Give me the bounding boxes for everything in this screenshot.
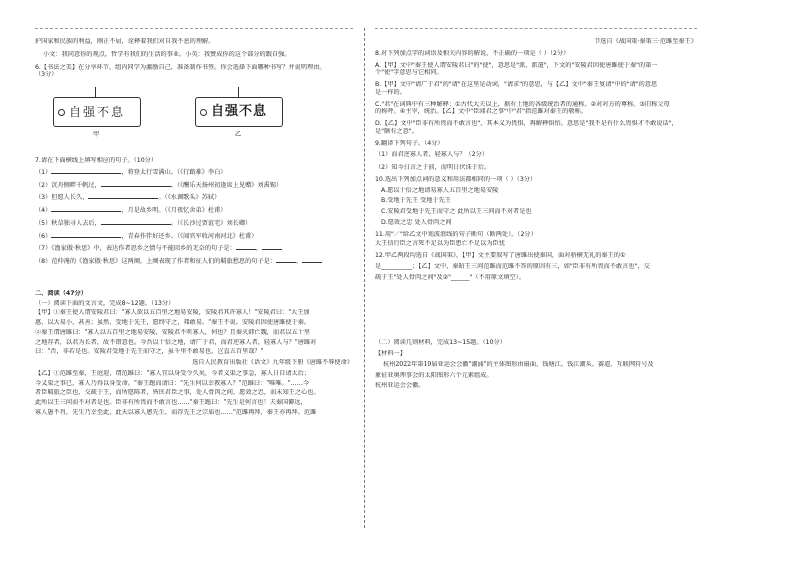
passage-yi-line: 此所以王三问而不对者是也。臣非有所畏而不敢言也……"秦王跽曰："先生是何言也！夫秦国僻远， (35, 399, 307, 406)
q11-sentence[interactable]: 大王信行臣之言死不足以为臣患亡不足以为臣忧 (375, 240, 505, 248)
question-8: 8.对下列加点字的词语及相关内容的解说，不正确的一项是（ ）（2分） (375, 49, 570, 57)
intro-line-2: 小文：我同意你的观点，哲学有我们的生活的事业。小英：我赞成你的这个部分的跟自强。 (43, 50, 291, 58)
material-1-line: 杭州2022年第19届亚运会会徽"潮涌"的主体图形由扇面、钱塘江、钱江潮头、赛道、互联网符号及 (383, 360, 654, 368)
q10-option: D.愿效之忠 处人骨肉之间 (381, 218, 452, 226)
section-2-2-heading: （二）阅读几则材料，完成13~15题。（10分） (375, 339, 506, 347)
q8-option: 的称呼。④主宰，统治。【乙】文中"臣闻君之事"中"君"指范雎对秦王的敬称。 (375, 108, 587, 116)
passage-yi-line: 【乙】①范雎至秦，王庭迎，谓范雎曰："寡人宜以身受令久矣，今者义渠之事急，寡人日自请太后； (35, 369, 311, 377)
q7-item-6: （6） ，青春作伴好还乡。（《闻官军收河南河北》杜甫） (35, 232, 258, 240)
question-7: 7.请在下面横线上填写相应的句子。（10分） (35, 157, 158, 164)
answer-blank[interactable] (276, 257, 296, 263)
bookmark-b-hole (200, 109, 207, 116)
left-top-rule (35, 28, 353, 29)
passage-jia-source: 选自人民教育出版社《语文》九年级下册《唐雎不辱使命》 (192, 359, 353, 366)
answer-blank[interactable] (302, 257, 322, 263)
question-6-points: （3分） (35, 71, 58, 79)
passage-yi-line: 者臣羁旅之臣也，交疏于王，而所愿陈者，皆匡君臣之事，处人骨肉之间，愿效之忠，而未知王之心也。 (35, 389, 320, 397)
answer-blank[interactable] (236, 244, 256, 250)
q7-item-8: （8）范仲淹的《渔家傲·秋思》这两阕，上阕表现了作者和征人们的羁旅愁思的句子是： ， (35, 257, 353, 266)
answer-blank[interactable] (51, 232, 121, 238)
q12-line: 是__________；【乙】文中，秦昭王三问范雎而范雎不答的原因有三，如"臣非有所畏而不敢言也"，交 (375, 262, 650, 270)
right-column (375, 38, 697, 390)
question-10: 10.选出下列加点词的意义和用法都相同的一项（ ）（3分） (375, 175, 537, 183)
bookmark-b-label: 乙 (235, 131, 242, 138)
q9-item: （1）而君逆寡人者，轻寡人与？（2分） (375, 151, 489, 159)
q8-option: D.【乙】文中"臣非有所畏而不敢言也"，其本义为畏惧，再解释惧怕。意思是"我不是有什么畏惧才不敢说话"， (375, 120, 678, 127)
question-9: 9.翻译下列句子。（4分） (375, 139, 444, 147)
q12-line: 疏于王"处人骨肉之间"及②"______"（不用原文填空）。 (375, 273, 525, 281)
bookmark-a-hole (58, 109, 65, 116)
answer-blank[interactable] (262, 244, 282, 250)
bookmark-a (53, 97, 141, 127)
passage-jia-line: 之地存者，以君为长者，故不错意也。今吾以十倍之地，请广于君，而君逆寡人者，轻寡人与？"唐雎对 (35, 338, 317, 346)
passage-yi-line: 寡人愚不肖，先生乃幸至此，此天以寡人慁先生，而存先王之宗庙也……"范雎再拜，秦王亦再拜。范雎 (35, 408, 317, 416)
bookmark-b (195, 97, 283, 127)
bookmark-figure (35, 83, 353, 155)
q7-item-4: （4） ，月是故乡明。（《月夜忆舍弟》杜甫） (35, 207, 227, 214)
bookmark-a-label: 甲 (93, 131, 100, 138)
passage-jia-line: 【甲】①秦王使人谓安陵君曰："寡人欲以五百里之地易安陵，安陵君其许寡人！"安陵君曰："大王加 (35, 309, 310, 317)
answer-blank[interactable] (101, 219, 171, 225)
passage-yi-source: 节选自《战国策·秦策三·范雎至秦王》 (594, 38, 697, 45)
question-11: 11.用"／"给乙文中划波浪线的句子断句（断两处）。（2分） (375, 230, 537, 238)
answer-blank[interactable] (101, 181, 171, 187)
right-top-rule (375, 28, 697, 29)
q8-option: 是"颇有之意"。 (375, 127, 418, 135)
section-2-1-heading: （一）阅读下面的文言文，完成8~12题。（13分） (35, 299, 175, 307)
answer-blank[interactable] (88, 193, 158, 199)
q7-item-7: （7）《渔家傲·秋思》中，表达作者思乡之情与不能回乡的无奈的句子是： ， (35, 244, 353, 253)
q8-option: C."君"在词典中有三种解释：①古代大夫以上，据有土地的各级统治者的通称。②对对方的尊称。③旧称父母 (375, 100, 670, 108)
q7-item-2: （2）沉舟侧畔千帆过， 。（《酬乐天扬州初逢席上见赠》刘禹锡） (35, 181, 283, 189)
question-12: 12.甲乙两段均选自《战国策》，【甲】文主要叙写了唐雎出使秦国，面对骄横无礼的秦王的① (375, 252, 626, 259)
q8-option: 是一样的。 (375, 88, 406, 96)
column-divider (364, 28, 365, 528)
q7-item-1: （1） ，将登太行雪满山。（《行路难》李白） (35, 168, 227, 176)
material-1-line: 杭州亚运会会徽。 (375, 382, 425, 390)
passage-jia-line: ②秦王谓唐雎曰："寡人以五百里之地易安陵，安陵君不听寡人，何也？且秦灭韩亡魏，而君以五十里 (35, 328, 311, 336)
material-1-line: 象征亚奥理事会的太阳图形六个元素组成。 (375, 371, 493, 379)
question-6: 6.【书法之美】在分享环节，组内同学为激励自己，准备制作书签。你会选择下面哪种书写？并说明理由。 (35, 63, 326, 71)
q7-item-5: （5）秋草独寻人去后， 。（《长沙过贾谊宅》刘长卿） (35, 219, 252, 227)
q9-item: （2）知今日言之于前，而明日伏诛于后。 (375, 164, 491, 171)
left-column (35, 38, 353, 417)
q8-option: 个"使"字意思与它相同。 (375, 69, 443, 77)
passage-jia-line: 惠，以大易小，甚善；虽然，受地于先王，愿终守之，弗敢易。"秦王不说。安陵君因使唐雎使于秦。 (35, 319, 311, 326)
intro-line-1: 护国家和民族的利益，刚正不屈，诠释着我们对自我不息的理解。 (35, 38, 215, 45)
passage-jia-line: 曰："否，非若是也。安陵君受地于先王而守之，虽千里不敢易也，岂直五百里哉？" (35, 348, 264, 356)
passage-yi-line: 今义渠之事已，寡人乃得以身受命。"秦王跽而请曰："先生何以幸教寡人？"范雎曰："唯唯。"……今 (35, 379, 310, 387)
material-1-heading: 【材料一】 (375, 350, 406, 357)
bookmark-b-text: 自强不息 (210, 103, 267, 119)
q10-option: C.安陵君受地于先王而守之 此所以王三问而不对者是也 (381, 208, 532, 215)
q8-option: B.【甲】文中"请广于君"的"请"在这里是动词，"请求"的意思，与【乙】文中"秦王复请"中的"请"的意思 (375, 81, 658, 88)
q10-option: A.愿以十倍之地请易寡人五百里之地易安陵 (381, 186, 499, 194)
answer-blank[interactable] (51, 168, 121, 174)
answer-blank[interactable] (51, 206, 121, 212)
q8-option: A.【甲】文中"秦王使人谓安陵君曰"的"使"，意思是"派，派遣"，下文的"安陵君因使唐雎使于秦"的第一 (375, 61, 658, 69)
section-2-heading: 二、阅读（47分） (35, 289, 87, 297)
q10-option: B.受地于先王 受地于先王 (381, 197, 452, 205)
bookmark-a-text: 自强不息 (68, 104, 125, 119)
q7-item-3: （3）但愿人长久， 。（《水调歌头》苏轼） (35, 194, 221, 202)
